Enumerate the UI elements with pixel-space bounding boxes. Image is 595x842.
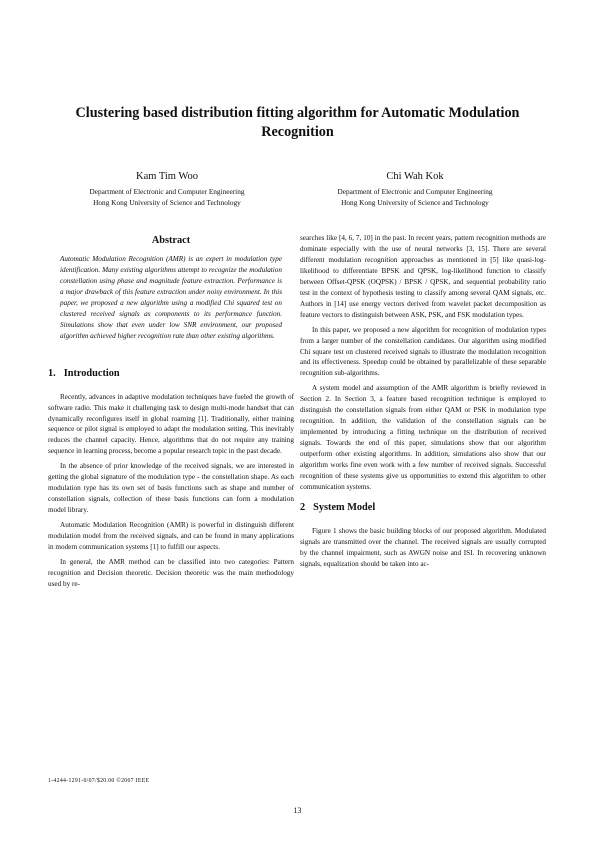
author-block-1: [52, 170, 282, 209]
copyright-notice: 1-4244-1291-0/07/$20.00 ©2007 IEEE: [48, 778, 150, 784]
section-title: Introduction: [63, 367, 120, 379]
section-title: System Model: [313, 501, 376, 513]
page-number: 13: [293, 806, 302, 815]
paragraph: searches like [4, 6, 7, 10] in the past. In recent years, pattern recognition methods are dominate especially with the use of neural networks [3, 15]. There are several different modulation recognition approaches as mentioned in [5] like quasi-log-likelihood to differentiate BPSK and QPSK, log-likelihood function to classify between Offset-QPSK (OQPSK) / BPSK / QPSK, and sequential probability ratio test in the context of hypothesis testing to classify among several QAM signals, etc. Authors in [14] use energy vectors derived from wavelet packet decomposition as feature vectors to distinguish between ASK, PSK, and FSK modulation types.: [300, 234, 546, 319]
section-heading-system-model: [300, 501, 546, 514]
author-university: Hong Kong University of Science and Technology: [341, 197, 489, 207]
paragraph: In this paper, we proposed a new algorithm for recognition of modulation types from a larger number of the constellation candidates. Our algorithm using modified Chi square test on clustered received signals to illustrate the modulation recognition and its effectiveness. Speedup could be obtained by parallelizable of these separable recognition sub-algorithms.: [300, 325, 546, 378]
author-block-2: [300, 170, 530, 209]
abstract-heading: Abstract: [151, 235, 191, 246]
paragraph: In general, the AMR method can be classified into two categories: Pattern recognition and Decision theoretic. Decision theoretic was the main methodology used by re-: [48, 557, 294, 588]
paragraph: Recently, advances in adaptive modulation techniques have fueled the growth of software radio. This make it challenging task to design multi-mode handset that can dynamically reconfigures itself in global roaming [1]. Traditionally, either training sequence or pilot signal is employed to adapt the modulation setting. This inevitably reduces the channel capacity. Hence, algorithms that do not require any training sequence in learning process, become a popular research topic in the past decade.: [48, 392, 294, 456]
abstract-text: Automatic Modulation Recognition (AMR) is an expert in modulation type identification. Many existing algorithms attempt to recognize the modulation constellation using phase and magnitude feature extraction. Performance is a major drawback of this feature extraction under noisy environment. In this paper, we proposed a new algorithm using a modified Chi squared test on clustered received signals as components to its performance function. Simulations show that even under low SNR environment, our proposed algorithm achieved higher recognition rate than other existing algorithms.: [60, 255, 282, 340]
paragraph: Automatic Modulation Recognition (AMR) is powerful in distinguish different modulation model from the received signals, and can be found in many applications in modern communication systems [1] to fulfill our aspects.: [48, 521, 294, 552]
paragraph: In the absence of prior knowledge of the received signals, we are interested in getting the global signature of the modulation type - the constellation shape. As each modulation type has its own set of basis functions such as shape and number of constellation signals, collection of these basis functions can form a modulation model library.: [48, 462, 294, 515]
paper-title: Clustering based distribution fitting algorithm for Automatic Modulation Recognition: [75, 105, 520, 140]
author-name: Kam Tim Woo: [136, 171, 198, 182]
author-department: Department of Electronic and Computer Engineering: [337, 187, 493, 196]
author-department: Department of Electronic and Computer Engineering: [89, 187, 245, 196]
author-university: Hong Kong University of Science and Technology: [93, 197, 241, 207]
paragraph: Figure 1 shows the basic building blocks of our proposed algorithm. Modulated signals are transmitted over the channel. The received signals are usually corrupted by the channel impairment, such as AWGN noise and ISI. In recovering unknown signals, equalization should be taken into ac-: [300, 526, 546, 568]
author-name: Chi Wah Kok: [386, 171, 444, 182]
section-number: 1.: [48, 367, 56, 379]
section-heading-introduction: [48, 367, 294, 380]
right-column: [300, 233, 546, 574]
paragraph: A system model and assumption of the AMR algorithm is briefly reviewed in Section 2. In Section 3, a feature based recognition technique is employed to distinguish the constellation signals from either QAM or PSK in modulation type recognition. In addition, the validation of the constellation signals can be implemented by introducing a fitting technique on the distribution of received signals. Towards the end of this paper, simulations show that our algorithm outperform other existing algorithms. In addition, simulations also show that our algorithm works fine even work with a few number of received signals. Successful recognition of these systems give us opportunities to extend this algorithm to other communication systems.: [300, 384, 546, 491]
section-number: 2: [300, 501, 306, 513]
left-column: [48, 233, 294, 594]
